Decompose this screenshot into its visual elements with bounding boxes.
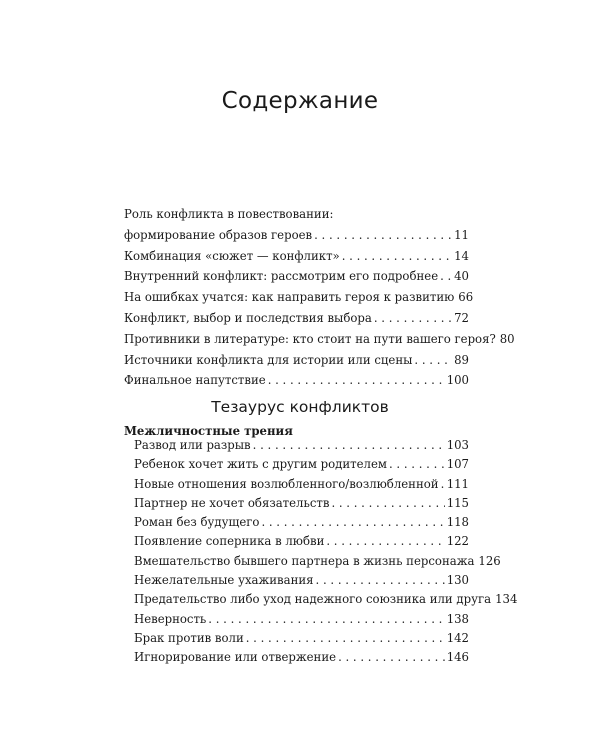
dot-leader [414,350,452,371]
toc-entry-label: Противники в литературе: кто стоит на пути вашего героя? [124,331,496,346]
toc-entry-label: Появление соперника в любви [134,534,325,549]
dot-leader [440,266,452,287]
dot-leader [331,494,444,513]
toc-sub-list [134,436,518,668]
toc-entry-label: Внутренний конфликт: рассмотрим его подробнее [124,269,439,284]
toc-entry-page: 142 [446,630,469,645]
toc-main-list [124,204,515,391]
toc-entry-label: формирование образов героев [124,227,313,242]
toc-entry-page: 14 [454,248,469,263]
toc-sub-entry[interactable] [134,455,469,474]
toc-entry[interactable] [124,266,469,287]
toc-entry-page: 126 [478,553,501,568]
toc-entry-page: 115 [446,495,469,510]
dot-leader [326,532,444,551]
toc-entry-page: 103 [446,438,469,452]
toc-sub-entry[interactable] [134,436,469,455]
toc-entry-label: Финальное напутствие [124,373,266,388]
toc-entry-page: 66 [458,290,474,305]
toc-entry-page: 100 [446,373,469,388]
toc-entry-label: Новые отношения возлюбленного/возлюбленной [134,476,439,491]
toc-entry-label: Нежелательные ухаживания [134,573,314,588]
dot-leader [208,610,444,629]
toc-entry-page: 138 [446,611,469,626]
toc-entry[interactable] [124,370,469,391]
dot-leader [342,246,452,267]
dot-leader [246,629,445,648]
toc-entry-label: Брак против воли [134,630,244,645]
toc-entry-page: 89 [454,352,469,367]
toc-sub-entry[interactable] [134,610,469,629]
toc-entry-label: На ошибках учатся: как направить героя к развитию [124,290,455,305]
toc-entry-page: 118 [446,515,469,530]
toc-entry-label: Роман без будущего [134,515,260,530]
toc-sub-entry[interactable] [134,571,469,590]
group-title: Межличностные трения [124,424,293,438]
toc-entry-page: 146 [446,650,469,665]
dot-leader [268,370,445,391]
dot-leader [441,475,445,494]
toc-sub-entry[interactable] [134,532,469,551]
toc-entry[interactable] [124,308,469,329]
toc-entry-page: 107 [446,457,469,472]
section-title: Тезаурус конфликтов [211,398,389,416]
toc-entry-label: Партнер не хочет обязательств [134,495,330,510]
toc-entry-page: 72 [454,310,469,325]
toc-entry[interactable] [124,350,469,371]
toc-entry-label: Ребенок хочет жить с другим родителем [134,457,387,472]
toc-entry-page: 111 [446,476,469,491]
toc-sub-entry[interactable] [134,590,518,609]
toc-sub-entry[interactable] [134,552,501,571]
toc-entry-page: 80 [499,331,515,346]
toc-entry-label: Предательство либо уход надежного союзника или друга [134,592,492,607]
page-title: Содержание [221,88,379,114]
toc-entry-page: 11 [454,227,469,242]
toc-entry-page: 40 [454,269,469,284]
toc-entry[interactable] [124,204,469,246]
toc-entry[interactable] [124,329,515,350]
toc-entry-label: Источники конфликта для истории или сцены [124,352,413,367]
toc-entry-label: Неверность [134,611,207,626]
toc-entry-page: 122 [446,534,469,549]
toc-entry-page: 134 [495,592,518,607]
toc-sub-entry[interactable] [134,475,469,494]
dot-leader [314,225,452,246]
toc-entry-label: Развод или разрыв [134,438,251,452]
dot-leader [338,648,445,667]
dot-leader [253,436,445,455]
dot-leader [374,308,452,329]
toc-sub-entry[interactable] [134,494,469,513]
dot-leader [316,571,445,590]
toc-entry-label: Вмешательство бывшего партнера в жизнь персонажа [134,553,475,568]
toc-entry[interactable] [124,246,469,267]
toc-entry-page: 130 [446,573,469,588]
toc-sub-entry[interactable] [134,629,469,648]
toc-entry-label-line1: Роль конфликта в повествовании: [124,207,334,221]
toc-entry[interactable] [124,287,474,308]
toc-entry-label: Конфликт, выбор и последствия выбора [124,310,372,325]
toc-sub-entry[interactable] [134,513,469,532]
toc-entry-label: Игнорирование или отвержение [134,650,337,665]
dot-leader [389,455,445,474]
toc-sub-entry[interactable] [134,648,469,667]
dot-leader [261,513,444,532]
toc-entry-label: Комбинация «сюжет — конфликт» [124,248,340,263]
